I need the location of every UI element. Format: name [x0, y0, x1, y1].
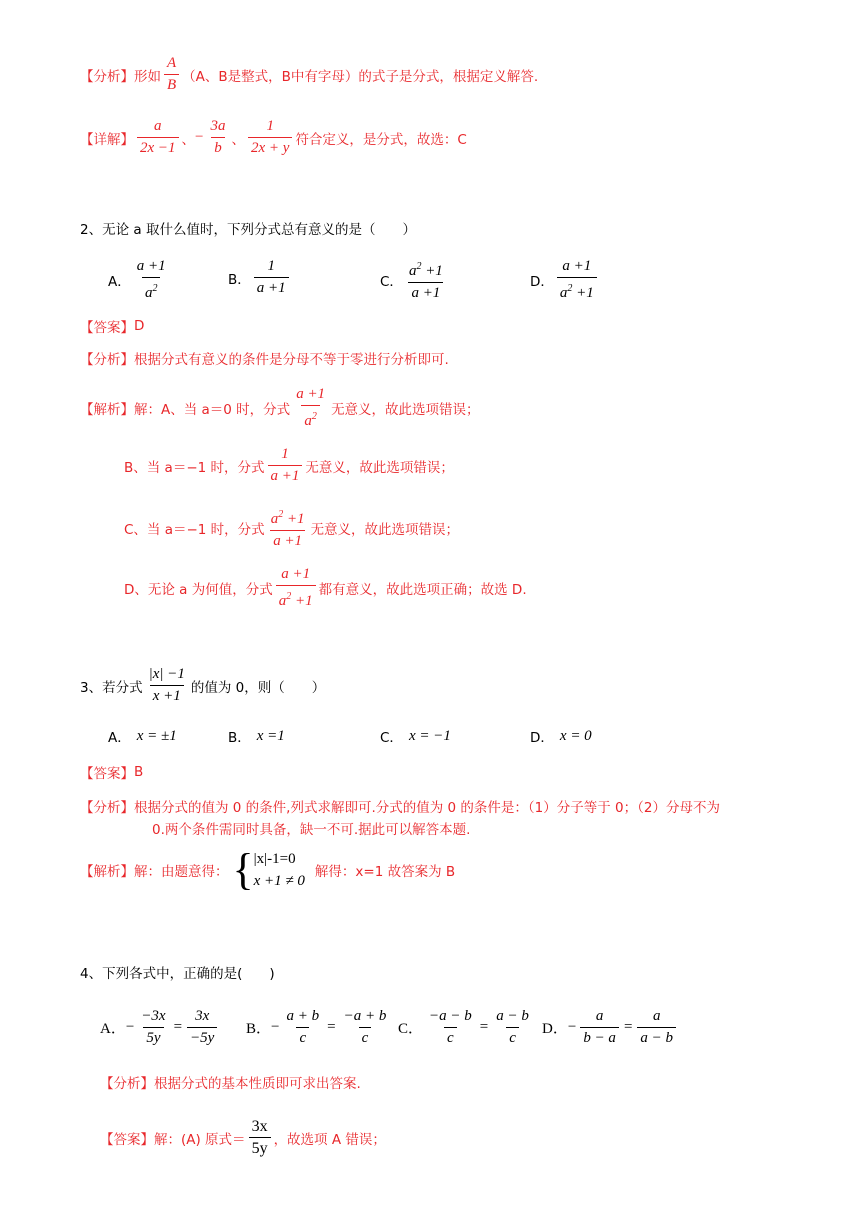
q2-solution-b: B、当 a＝−1 时，分式 $\frac{1}{a +1}$ 无意义，故此选项错误；: [124, 446, 454, 484]
fraction-a-over-b: $\frac{A}{B}$: [164, 55, 179, 94]
q4-option-a: A． − $\frac{-3x}{5y}$ = $\frac{3x}{-5y}$: [100, 1008, 220, 1047]
q2-analysis: 【分析】 根据分式有意义的条件是分母不等于零进行分析即可.: [80, 352, 449, 368]
fraction: $\frac{a +1}{a^2}$: [296, 386, 326, 429]
q3-option-d: D． x = 0: [530, 727, 592, 746]
q2-option-c: C． $\frac{a^2 +1}{a +1}$: [380, 258, 449, 302]
q3-analysis-line-1: 【分析】 根据分式的值为 0 的条件,列式求解即可.分式的值为 0 的条件是：（1）分子等于 0；（2）分母不为: [80, 800, 720, 816]
q4-option-b: B． − $\frac{a + b}{c}$ = $\frac{-a + b}{c}$: [246, 1008, 392, 1047]
q3-answer: 【答案】 B: [80, 764, 144, 782]
q3-option-b: B． x =1: [228, 727, 285, 746]
fraction: $\frac{-3x}{5y}$: [141, 1008, 166, 1046]
fraction: $\frac{3x}{-5y}$: [187, 1008, 217, 1047]
q3-option-c: C． x = −1: [380, 727, 451, 746]
analysis-line-1: 【分析】 形如 $\frac{A}{B}$ （A、B是整式，B中有字母）的式子是分式，根据定义解答.: [80, 55, 539, 93]
fraction: $\frac{a}{2x -1}$: [137, 118, 179, 157]
fraction: $\frac{a^2 +1}{a +1}$: [270, 509, 305, 549]
detail-line-1: 【详解】 $\frac{a}{2x -1}$ 、 − $\frac{3a}{b}$ 、 $\frac{1}{2x + y}$ 符合定义，是分式，故选：C: [80, 118, 467, 156]
fraction: $\frac{a - b}{c}$: [496, 1008, 529, 1046]
fraction: $\frac{1}{a +1}$: [268, 446, 303, 485]
q2-option-d: D． $\frac{a +1}{a^2 +1}$: [530, 258, 600, 302]
q3-option-a: A． x = ±1: [108, 727, 177, 746]
detail-tag: 【详解】: [80, 131, 134, 148]
fraction: $\frac{-a - b}{c}$: [429, 1008, 472, 1046]
q2-solution-a: 【解析】 解：A、当 a＝0 时，分式 $\frac{a +1}{a^2}$ 无意义，故此选项错误；: [80, 386, 480, 429]
q2-answer: 【答案】 D: [80, 318, 145, 336]
q3-analysis-line-2: 0.两个条件需同时具备，缺一不可.据此可以解答本题.: [152, 822, 471, 838]
q4-analysis: 【分析】 根据分式的基本性质即可求出答案.: [100, 1076, 361, 1092]
q4-answer: 【答案】 解：(A) 原式＝ $\frac{3x}{5y}$ ，故选项 A 错误；: [100, 1118, 386, 1157]
question-3-stem: 3、若分式 $\frac{|x| -1}{x +1}$ 的值为 0，则（ ）: [80, 666, 326, 704]
q2-solution-c: C、当 a＝−1 时，分式 $\frac{a^2 +1}{a +1}$ 无意义，故此选项错误；: [124, 506, 459, 550]
fraction: $\frac{1}{a +1}$: [254, 258, 289, 297]
fraction: $\frac{a + b}{c}$: [286, 1008, 320, 1046]
analysis-tag: 【分析】: [80, 68, 134, 85]
left-brace: {: [232, 845, 254, 894]
q4-option-d: D． − $\frac{a}{b - a}$ = $\frac{a}{a - b}$: [542, 1008, 679, 1047]
q2-option-a: A． $\frac{a +1}{a^2}$: [108, 258, 172, 302]
fraction: $\frac{1}{2x + y}$: [248, 118, 292, 157]
fraction: $\frac{a +1}{a^2 +1}$: [276, 566, 316, 610]
fraction: $\frac{a}{b - a}$: [580, 1008, 619, 1047]
fraction: $\frac{3a}{b}$: [210, 118, 226, 156]
q4-option-c: C． $\frac{-a - b}{c}$ = $\frac{a - b}{c}$: [398, 1008, 535, 1047]
fraction: $\frac{a +1}{a^2}$: [136, 258, 166, 301]
fraction: $\frac{-a + b}{c}$: [343, 1008, 387, 1046]
question-4-stem: 4、下列各式中，正确的是( ): [80, 966, 275, 982]
equation-system: { |x|-1=0 x +1 ≠ 0: [232, 845, 305, 894]
q2-option-b: B． $\frac{1}{a +1}$: [228, 258, 292, 297]
fraction: $\frac{a +1}{a^2 +1}$: [557, 258, 597, 302]
fraction: $\frac{a}{a - b}$: [637, 1008, 676, 1047]
q2-solution-d: D、无论 a 为何值，分式 $\frac{a +1}{a^2 +1}$ 都有意义，故此选项正确；故选 D.: [124, 566, 527, 609]
fraction: $\frac{3x}{5y}$: [249, 1118, 271, 1157]
fraction: $\frac{|x| -1}{x +1}$: [148, 666, 185, 704]
q3-solution: 【解析】 解：由题意得： { |x|-1=0 x +1 ≠ 0 解得：x=1 故答案为 B: [80, 845, 456, 894]
question-2-stem: 2、无论 a 取什么值时，下列分式总有意义的是（ ）: [80, 222, 416, 238]
fraction: $\frac{a^2 +1}{a +1}$: [408, 261, 443, 301]
